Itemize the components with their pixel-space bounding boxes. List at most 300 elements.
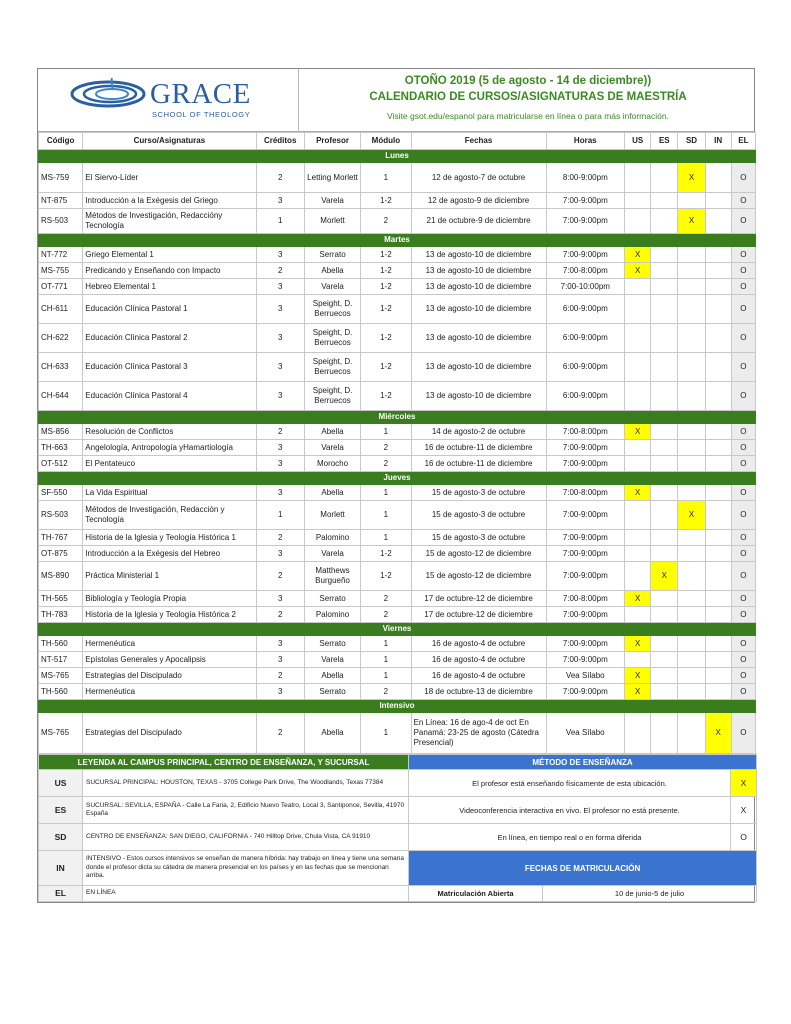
mode-sd-cell xyxy=(678,684,705,700)
mode-el-cell: O xyxy=(731,424,755,440)
legend-description: INTENSIVO - Estos cursos intensivos se enseñan de manera híbrida: hay trabajo en línea y tiene una semana donde el profesor dicta su cátedra de manera presencial en los países y en las fechas que se mencionan arriba. xyxy=(83,851,409,886)
course-name: Predicando y Enseñando con Impacto xyxy=(83,263,256,279)
course-professor: Serrato xyxy=(304,591,360,607)
course-dates: 18 de octubre-13 de diciembre xyxy=(411,684,546,700)
day-section-row xyxy=(39,700,756,713)
mode-in-cell xyxy=(705,684,731,700)
legend-title: LEYENDA AL CAMPUS PRINCIPAL, CENTRO DE ENSEÑANZA, Y SUCURSAL xyxy=(39,755,409,770)
course-module: 1-2 xyxy=(361,324,411,353)
course-professor: Abella xyxy=(304,668,360,684)
logo-subtitle: SCHOOL OF THEOLOGY xyxy=(152,110,251,119)
mode-el-cell: O xyxy=(731,456,755,472)
course-professor: Morlett xyxy=(304,501,360,530)
mode-es-cell xyxy=(651,247,678,263)
mode-us-cell: X xyxy=(625,668,651,684)
course-dates: 14 de agosto-2 de octubre xyxy=(411,424,546,440)
mode-es-cell xyxy=(651,193,678,209)
mode-es-cell xyxy=(651,295,678,324)
course-dates: 21 de octubre-9 de diciembre xyxy=(411,209,546,234)
course-code: TH-783 xyxy=(39,607,83,623)
course-credits: 3 xyxy=(256,440,304,456)
course-row xyxy=(39,382,756,411)
course-module: 1 xyxy=(361,530,411,546)
course-name: Griego Elemental 1 xyxy=(83,247,256,263)
course-module: 2 xyxy=(361,440,411,456)
course-professor: Varela xyxy=(304,193,360,209)
course-professor: Abella xyxy=(304,485,360,501)
mode-in-cell xyxy=(705,591,731,607)
mode-es-cell xyxy=(651,353,678,382)
mode-es-cell xyxy=(651,424,678,440)
course-professor: Varela xyxy=(304,279,360,295)
col-header: Curso/Asignaturas xyxy=(83,133,256,150)
course-row xyxy=(39,636,756,652)
course-dates: 15 de agosto-3 de octubre xyxy=(411,485,546,501)
mode-es-cell xyxy=(651,263,678,279)
mode-us-cell xyxy=(625,562,651,591)
course-professor: Serrato xyxy=(304,636,360,652)
mode-sd-cell: X xyxy=(678,501,705,530)
course-code: CH-622 xyxy=(39,324,83,353)
legend-code: ES xyxy=(39,797,83,824)
legend-row xyxy=(39,797,757,824)
course-module: 1 xyxy=(361,485,411,501)
mode-us-cell xyxy=(625,652,651,668)
course-module: 1 xyxy=(361,501,411,530)
course-name: Historia de la Iglesia y Teología Histórica 2 xyxy=(83,607,256,623)
mode-el-cell: O xyxy=(731,193,755,209)
course-professor: Morocho xyxy=(304,456,360,472)
mode-us-cell xyxy=(625,295,651,324)
course-credits: 2 xyxy=(256,163,304,193)
mode-sd-cell xyxy=(678,713,705,754)
mode-us-cell xyxy=(625,209,651,234)
course-credits: 3 xyxy=(256,546,304,562)
day-label: Miércoles xyxy=(39,411,756,424)
course-name: Angelología, Antropología yHamartiología xyxy=(83,440,256,456)
course-hours: 7:00-8:00pm xyxy=(546,424,625,440)
course-hours: 7:00-9:00pm xyxy=(546,247,625,263)
course-dates: En Línea: 16 de ago-4 de oct En Panamá: 23-25 de agosto (Cátedra Presencial) xyxy=(411,713,546,754)
col-header: Profesor xyxy=(304,133,360,150)
course-professor: Palomino xyxy=(304,607,360,623)
course-module: 2 xyxy=(361,456,411,472)
course-dates: 15 de agosto-12 de diciembre xyxy=(411,546,546,562)
course-hours: 6:00-9:00pm xyxy=(546,382,625,411)
course-credits: 3 xyxy=(256,295,304,324)
mode-el-cell: O xyxy=(731,209,755,234)
mode-el-cell: O xyxy=(731,652,755,668)
course-credits: 2 xyxy=(256,607,304,623)
mode-el-cell: O xyxy=(731,324,755,353)
course-credits: 2 xyxy=(256,424,304,440)
course-name: Estrategias del Discipulado xyxy=(83,713,256,754)
mode-us-cell: X xyxy=(625,424,651,440)
enrollment-title: FECHAS DE MATRICULACIÓN xyxy=(409,851,757,886)
mode-el-cell: O xyxy=(731,353,755,382)
mode-es-cell xyxy=(651,324,678,353)
course-dates: 16 de octubre-11 de diciembre xyxy=(411,456,546,472)
course-row xyxy=(39,713,756,754)
course-row xyxy=(39,424,756,440)
method-title: MÉTODO DE ENSEÑANZA xyxy=(409,755,757,770)
course-row xyxy=(39,295,756,324)
mode-el-cell: O xyxy=(731,247,755,263)
course-module: 2 xyxy=(361,607,411,623)
course-professor: Abella xyxy=(304,263,360,279)
course-professor: Letting Morlett xyxy=(304,163,360,193)
course-professor: Speight, D. Berruecos xyxy=(304,382,360,411)
course-hours: 6:00-9:00pm xyxy=(546,295,625,324)
mode-in-cell xyxy=(705,485,731,501)
course-row xyxy=(39,562,756,591)
mode-us-cell xyxy=(625,440,651,456)
mode-us-cell: X xyxy=(625,263,651,279)
course-name: Métodos de Investigación, Redacción y Tecnología xyxy=(83,501,256,530)
course-hours: 7:00-8:00pm xyxy=(546,263,625,279)
course-hours: Vea Sílabo xyxy=(546,713,625,754)
day-label: Lunes xyxy=(39,150,756,163)
course-code: RS-503 xyxy=(39,501,83,530)
course-row xyxy=(39,607,756,623)
course-module: 1 xyxy=(361,652,411,668)
course-name: Historia de la Iglesia y Teología Histórica 1 xyxy=(83,530,256,546)
course-module: 1-2 xyxy=(361,295,411,324)
mode-es-cell xyxy=(651,652,678,668)
mode-sd-cell xyxy=(678,485,705,501)
course-name: Métodos de Investigación, Redaccióny Tecnología xyxy=(83,209,256,234)
course-code: CH-633 xyxy=(39,353,83,382)
course-name: El Pentateuco xyxy=(83,456,256,472)
mode-us-cell xyxy=(625,324,651,353)
mode-el-cell: O xyxy=(731,607,755,623)
course-hours: 7:00-10:00pm xyxy=(546,279,625,295)
course-calendar-sheet xyxy=(37,68,755,903)
grace-logo xyxy=(66,76,266,120)
course-module: 1 xyxy=(361,713,411,754)
mode-el-cell: O xyxy=(731,530,755,546)
course-credits: 3 xyxy=(256,485,304,501)
mode-us-cell xyxy=(625,382,651,411)
course-dates: 13 de agosto-10 de diciembre xyxy=(411,295,546,324)
mode-sd-cell xyxy=(678,562,705,591)
mode-el-cell: O xyxy=(731,684,755,700)
course-row xyxy=(39,501,756,530)
course-hours: 7:00-9:00pm xyxy=(546,652,625,668)
schedule-table xyxy=(38,132,756,754)
method-description: En línea, en tiempo real o en forma diferida xyxy=(409,824,731,851)
col-header: Fechas xyxy=(411,133,546,150)
legend-description: SUCURSAL PRINCIPAL: HOUSTON, TEXAS - 3705 College Park Drive, The Woodlands, Texas 77384 xyxy=(83,770,409,797)
course-credits: 3 xyxy=(256,684,304,700)
mode-in-cell xyxy=(705,263,731,279)
course-row xyxy=(39,263,756,279)
course-credits: 3 xyxy=(256,324,304,353)
mode-es-cell xyxy=(651,279,678,295)
mode-el-cell: O xyxy=(731,485,755,501)
mode-sd-cell xyxy=(678,456,705,472)
mode-in-cell xyxy=(705,440,731,456)
mode-el-cell: O xyxy=(731,713,755,754)
course-row xyxy=(39,485,756,501)
enroll-note: Visite gsot.edu/espanol para matricularse en línea o para más información. xyxy=(387,111,669,121)
course-name: Educación Clínica Pastoral 1 xyxy=(83,295,256,324)
mode-in-cell xyxy=(705,353,731,382)
mode-el-cell: O xyxy=(731,636,755,652)
course-dates: 13 de agosto-10 de diciembre xyxy=(411,324,546,353)
course-dates: 17 de octubre-12 de diciembre xyxy=(411,607,546,623)
course-hours: 8:00-9:00pm xyxy=(546,163,625,193)
term-title: OTOÑO 2019 (5 de agosto - 14 de diciembre)) xyxy=(404,75,652,87)
course-name: Educación Clínica Pastoral 3 xyxy=(83,353,256,382)
course-module: 1-2 xyxy=(361,353,411,382)
mode-in-cell xyxy=(705,163,731,193)
course-code: OT-771 xyxy=(39,279,83,295)
course-row xyxy=(39,209,756,234)
course-module: 1 xyxy=(361,636,411,652)
col-header: US xyxy=(625,133,651,150)
day-section-row xyxy=(39,472,756,485)
course-dates: 16 de octubre-11 de diciembre xyxy=(411,440,546,456)
course-professor: Serrato xyxy=(304,684,360,700)
mode-us-cell: X xyxy=(625,591,651,607)
mode-in-cell xyxy=(705,501,731,530)
course-professor: Abella xyxy=(304,713,360,754)
legend-description: SUCURSAL: SEVILLA, ESPAÑA - Calle La Faria, 2, Edificio Nuevo Teatro, Local 3, Santiponce, Sevilla, 41970 España xyxy=(83,797,409,824)
mode-us-cell xyxy=(625,546,651,562)
course-code: OT-875 xyxy=(39,546,83,562)
course-professor: Speight, D. Berruecos xyxy=(304,324,360,353)
col-header: Código xyxy=(39,133,83,150)
mode-us-cell xyxy=(625,713,651,754)
mode-el-cell: O xyxy=(731,501,755,530)
course-credits: 2 xyxy=(256,263,304,279)
mode-el-cell: O xyxy=(731,668,755,684)
swirl-logo-icon xyxy=(66,76,146,112)
course-dates: 13 de agosto-10 de diciembre xyxy=(411,279,546,295)
mode-in-cell xyxy=(705,530,731,546)
course-module: 1-2 xyxy=(361,247,411,263)
mode-sd-cell xyxy=(678,668,705,684)
course-code: NT-517 xyxy=(39,652,83,668)
course-hours: 7:00-9:00pm xyxy=(546,562,625,591)
mode-in-cell xyxy=(705,382,731,411)
mode-us-cell xyxy=(625,501,651,530)
mode-sd-cell xyxy=(678,652,705,668)
mode-sd-cell xyxy=(678,279,705,295)
course-row xyxy=(39,353,756,382)
course-name: Educación Clínica Pastoral 4 xyxy=(83,382,256,411)
course-code: CH-644 xyxy=(39,382,83,411)
column-header-row xyxy=(39,133,756,150)
mode-sd-cell xyxy=(678,382,705,411)
course-professor: Varela xyxy=(304,652,360,668)
course-hours: Vea Sílabo xyxy=(546,668,625,684)
course-hours: 7:00-9:00pm xyxy=(546,501,625,530)
mode-sd-cell: X xyxy=(678,209,705,234)
legend-code: EL xyxy=(39,886,83,902)
legend-row xyxy=(39,755,757,770)
course-credits: 3 xyxy=(256,193,304,209)
course-row xyxy=(39,530,756,546)
mode-in-cell xyxy=(705,668,731,684)
course-name: Estrategias del Discipulado xyxy=(83,668,256,684)
course-professor: Morlett xyxy=(304,209,360,234)
mode-sd-cell xyxy=(678,546,705,562)
course-name: Introducción a la Exégesis del Griego xyxy=(83,193,256,209)
method-description: Videoconferencia interactiva en vivo. El profesor no está presente. xyxy=(409,797,731,824)
mode-el-cell: O xyxy=(731,295,755,324)
mode-us-cell xyxy=(625,279,651,295)
legend-description: CENTRO DE ENSEÑANZA: SAN DIEGO, CALIFORNIA - 740 Hilltop Drive, Chula Vista, CA 91910 xyxy=(83,824,409,851)
course-code: SF-550 xyxy=(39,485,83,501)
col-header: IN xyxy=(705,133,731,150)
course-dates: 13 de agosto-10 de diciembre xyxy=(411,382,546,411)
course-name: Epístolas Generales y Apocalipsis xyxy=(83,652,256,668)
course-hours: 7:00-9:00pm xyxy=(546,456,625,472)
course-dates: 16 de agosto-4 de octubre xyxy=(411,668,546,684)
course-module: 1 xyxy=(361,668,411,684)
mode-es-cell xyxy=(651,668,678,684)
day-section-row xyxy=(39,411,756,424)
course-name: El Siervo-Líder xyxy=(83,163,256,193)
course-code: NT-875 xyxy=(39,193,83,209)
day-label: Intensivo xyxy=(39,700,756,713)
mode-es-cell: X xyxy=(651,562,678,591)
course-professor: Serrato xyxy=(304,247,360,263)
mode-us-cell: X xyxy=(625,247,651,263)
day-section-row xyxy=(39,150,756,163)
course-code: NT-772 xyxy=(39,247,83,263)
enrollment-dates: 10 de junio-5 de julio xyxy=(543,886,757,902)
course-credits: 2 xyxy=(256,530,304,546)
legend-row xyxy=(39,824,757,851)
course-professor: Matthews Burgueño xyxy=(304,562,360,591)
method-symbol: X xyxy=(731,797,757,824)
mode-es-cell xyxy=(651,713,678,754)
course-name: La Vida Espiritual xyxy=(83,485,256,501)
course-row xyxy=(39,193,756,209)
method-symbol: O xyxy=(731,824,757,851)
course-hours: 7:00-9:00pm xyxy=(546,546,625,562)
mode-sd-cell xyxy=(678,636,705,652)
mode-es-cell xyxy=(651,591,678,607)
mode-in-cell xyxy=(705,295,731,324)
course-hours: 7:00-8:00pm xyxy=(546,485,625,501)
course-dates: 13 de agosto-10 de diciembre xyxy=(411,263,546,279)
method-description: El profesor está enseñando físicamente de esta ubicación. xyxy=(409,770,731,797)
legend-row xyxy=(39,851,757,886)
col-header: ES xyxy=(651,133,678,150)
mode-es-cell xyxy=(651,440,678,456)
mode-in-cell xyxy=(705,607,731,623)
course-professor: Speight, D. Berruecos xyxy=(304,295,360,324)
enrollment-label: Matriculación Abierta xyxy=(409,886,543,902)
course-row xyxy=(39,591,756,607)
legend-body xyxy=(39,755,757,902)
mode-sd-cell xyxy=(678,530,705,546)
course-hours: 7:00-9:00pm xyxy=(546,684,625,700)
logo-wordmark: GRACE xyxy=(150,78,251,110)
mode-in-cell xyxy=(705,546,731,562)
course-dates: 17 de octubre-12 de diciembre xyxy=(411,591,546,607)
mode-in-cell xyxy=(705,456,731,472)
mode-in-cell xyxy=(705,424,731,440)
schedule-body xyxy=(39,150,756,754)
course-module: 1 xyxy=(361,424,411,440)
header-divider xyxy=(298,69,299,132)
mode-el-cell: O xyxy=(731,279,755,295)
course-row xyxy=(39,440,756,456)
course-name: Introducción a la Exégesis del Hebreo xyxy=(83,546,256,562)
course-name: Bibliología y Teología Propia xyxy=(83,591,256,607)
course-code: TH-663 xyxy=(39,440,83,456)
course-code: MS-765 xyxy=(39,713,83,754)
course-code: OT-512 xyxy=(39,456,83,472)
legend-table xyxy=(38,754,757,902)
mode-us-cell xyxy=(625,353,651,382)
course-name: Resolución de Conflictos xyxy=(83,424,256,440)
calendar-title: CALENDARIO DE CURSOS/ASIGNATURAS DE MAESTRÍA xyxy=(369,91,687,103)
mode-sd-cell xyxy=(678,295,705,324)
course-module: 2 xyxy=(361,684,411,700)
mode-us-cell xyxy=(625,193,651,209)
day-section-row xyxy=(39,234,756,247)
header xyxy=(38,69,754,132)
course-hours: 7:00-9:00pm xyxy=(546,193,625,209)
mode-sd-cell xyxy=(678,440,705,456)
mode-us-cell xyxy=(625,530,651,546)
mode-el-cell: O xyxy=(731,163,755,193)
course-code: MS-856 xyxy=(39,424,83,440)
course-dates: 16 de agosto-4 de octubre xyxy=(411,636,546,652)
mode-in-cell xyxy=(705,636,731,652)
mode-es-cell xyxy=(651,607,678,623)
course-name: Hebreo Elemental 1 xyxy=(83,279,256,295)
day-label: Martes xyxy=(39,234,756,247)
mode-sd-cell: X xyxy=(678,163,705,193)
course-row xyxy=(39,684,756,700)
course-hours: 6:00-9:00pm xyxy=(546,324,625,353)
course-name: Práctica Ministerial 1 xyxy=(83,562,256,591)
mode-in-cell xyxy=(705,562,731,591)
mode-sd-cell xyxy=(678,424,705,440)
col-header: Módulo xyxy=(361,133,411,150)
legend-row xyxy=(39,886,757,902)
course-row xyxy=(39,546,756,562)
course-hours: 7:00-9:00pm xyxy=(546,607,625,623)
mode-in-cell xyxy=(705,193,731,209)
legend-description: EN LÍNEA xyxy=(83,886,409,902)
course-credits: 3 xyxy=(256,353,304,382)
course-code: RS-503 xyxy=(39,209,83,234)
course-row xyxy=(39,324,756,353)
mode-es-cell xyxy=(651,636,678,652)
course-code: MS-755 xyxy=(39,263,83,279)
course-hours: 6:00-9:00pm xyxy=(546,353,625,382)
course-name: Hermenéutica xyxy=(83,636,256,652)
course-professor: Speight, D. Berruecos xyxy=(304,353,360,382)
course-dates: 15 de agosto-12 de diciembre xyxy=(411,562,546,591)
mode-sd-cell xyxy=(678,591,705,607)
course-credits: 3 xyxy=(256,382,304,411)
course-credits: 1 xyxy=(256,501,304,530)
mode-us-cell xyxy=(625,163,651,193)
course-module: 1-2 xyxy=(361,279,411,295)
course-dates: 13 de agosto-10 de diciembre xyxy=(411,353,546,382)
course-name: Hermenéutica xyxy=(83,684,256,700)
mode-es-cell xyxy=(651,485,678,501)
